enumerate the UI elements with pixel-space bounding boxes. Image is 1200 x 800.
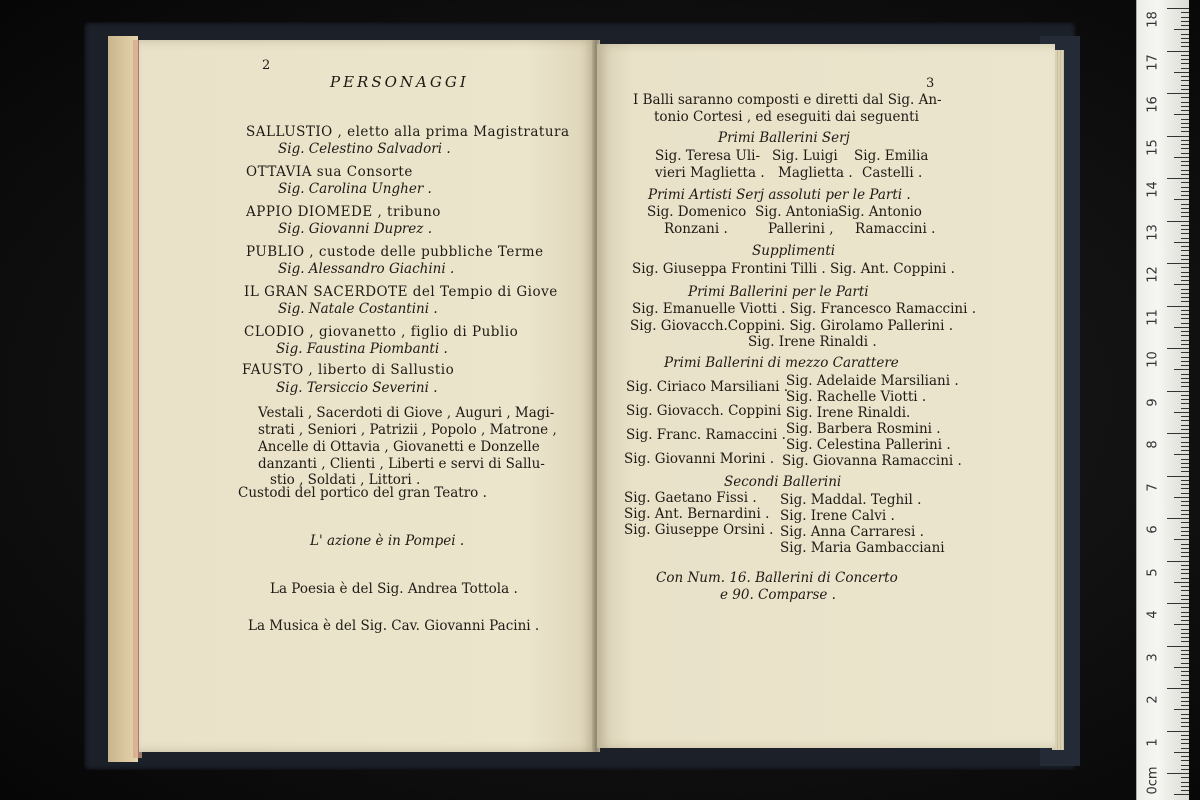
ruler-tick bbox=[1181, 522, 1189, 523]
ruler-tick bbox=[1181, 170, 1189, 171]
ruler-number: 9 bbox=[1145, 397, 1161, 407]
ruler-tick bbox=[1181, 174, 1189, 175]
ruler-tick bbox=[1181, 293, 1189, 294]
ruler-tick bbox=[1181, 280, 1189, 281]
chorus-line: danzanti , Clienti , Liberti e servi di Sallu- bbox=[258, 456, 545, 472]
ruler-tick bbox=[1181, 123, 1189, 124]
chorus-line: strati , Seniori , Patrizii , Popolo , Matrone , bbox=[258, 422, 557, 438]
footer-line: Con Num. 16. Ballerini di Concerto bbox=[656, 570, 898, 586]
ruler-tick bbox=[1181, 357, 1189, 358]
dancer-name: Sig. Luigi bbox=[772, 148, 838, 164]
ruler-tick bbox=[1174, 72, 1189, 73]
ruler-number: 5 bbox=[1145, 567, 1161, 577]
ruler-tick bbox=[1181, 340, 1189, 341]
ruler-tick bbox=[1181, 680, 1189, 681]
ruler-tick bbox=[1181, 314, 1189, 315]
ruler-tick bbox=[1181, 255, 1189, 256]
ruler-tick bbox=[1181, 25, 1189, 26]
ruler-tick bbox=[1181, 459, 1189, 460]
ruler-tick bbox=[1181, 212, 1189, 213]
ruler-number: 13 bbox=[1145, 223, 1161, 241]
ruler-tick bbox=[1167, 136, 1189, 137]
ruler-tick bbox=[1181, 182, 1189, 183]
ruler-tick bbox=[1174, 369, 1189, 370]
dancer-name: Sig. Maria Gambacciani bbox=[780, 540, 945, 556]
ruler-tick bbox=[1181, 612, 1189, 613]
ruler-tick bbox=[1181, 735, 1189, 736]
dancer-name: Sig. Anna Carraresi . bbox=[780, 524, 924, 540]
dancer-name: Sig. Irene Calvi . bbox=[780, 508, 895, 524]
dancer-name: Sig. Domenico bbox=[647, 204, 747, 220]
ruler-tick bbox=[1181, 403, 1189, 404]
custodi-line: Custodi del portico del gran Teatro . bbox=[238, 485, 487, 501]
ruler-tick bbox=[1181, 267, 1189, 268]
ruler-tick bbox=[1181, 654, 1189, 655]
ruler-tick bbox=[1181, 38, 1189, 39]
ruler-number: 1 bbox=[1145, 737, 1161, 747]
ruler-tick bbox=[1181, 565, 1189, 566]
ruler-tick bbox=[1181, 599, 1189, 600]
footer-line: e 90. Comparse . bbox=[720, 587, 836, 603]
ruler-tick bbox=[1181, 616, 1189, 617]
ruler-tick bbox=[1181, 531, 1189, 532]
ruler-tick bbox=[1174, 454, 1189, 455]
ruler-tick bbox=[1181, 484, 1189, 485]
ruler-tick bbox=[1167, 263, 1189, 264]
ruler-tick bbox=[1181, 425, 1189, 426]
ruler-tick bbox=[1181, 119, 1189, 120]
ruler-tick bbox=[1181, 238, 1189, 239]
ruler-tick bbox=[1181, 208, 1189, 209]
ballet-intro-line: I Balli saranno composti e diretti dal Sig. An- bbox=[633, 92, 942, 108]
ruler-tick bbox=[1174, 284, 1189, 285]
poetry-credit: La Poesia è del Sig. Andrea Tottola . bbox=[270, 581, 518, 597]
character-role: CLODIO , giovanetto , figlio di Publio bbox=[244, 324, 519, 340]
dancer-name: Sig. Antonia bbox=[755, 204, 839, 220]
ruler-tick bbox=[1181, 697, 1189, 698]
ruler-tick bbox=[1181, 225, 1189, 226]
ruler-number: 14 bbox=[1145, 181, 1161, 198]
ruler-tick bbox=[1174, 752, 1189, 753]
ruler-tick bbox=[1174, 242, 1189, 243]
ruler-tick bbox=[1181, 289, 1189, 290]
ruler-tick bbox=[1174, 29, 1189, 30]
ruler-number: 3 bbox=[1145, 652, 1161, 662]
dancer-name: Sig. Adelaide Marsiliani . bbox=[786, 373, 959, 389]
ruler-tick bbox=[1167, 433, 1189, 434]
ruler-tick bbox=[1181, 161, 1189, 162]
ruler-tick bbox=[1181, 21, 1189, 22]
ruler-tick bbox=[1181, 323, 1189, 324]
ruler-tick bbox=[1181, 165, 1189, 166]
ruler-tick bbox=[1181, 765, 1189, 766]
dancer-name: Ronzani . bbox=[664, 221, 728, 237]
ruler-tick bbox=[1167, 688, 1189, 689]
dancer-name: Sig. Maddal. Teghil . bbox=[780, 492, 922, 508]
character-actor: Sig. Alessandro Giachini . bbox=[278, 261, 455, 277]
ruler-tick bbox=[1181, 450, 1189, 451]
ruler-tick bbox=[1181, 510, 1189, 511]
ruler-tick bbox=[1181, 650, 1189, 651]
ruler-tick bbox=[1181, 97, 1189, 98]
ruler-tick bbox=[1167, 391, 1189, 392]
section-title-artisti: Primi Artisti Serj assoluti per le Parti . bbox=[648, 187, 911, 203]
ruler-tick bbox=[1181, 505, 1189, 506]
ruler-tick bbox=[1174, 624, 1189, 625]
ruler-tick bbox=[1181, 416, 1189, 417]
chorus-line: Vestali , Sacerdoti di Giove , Auguri , Magi- bbox=[258, 405, 555, 421]
ruler-number: 4 bbox=[1145, 610, 1161, 619]
ruler-tick bbox=[1174, 412, 1189, 413]
ruler-tick bbox=[1181, 480, 1189, 481]
dancer-name: Sig. Giovacch. Coppini . bbox=[626, 403, 790, 419]
ruler-tick bbox=[1181, 187, 1189, 188]
ruler-tick bbox=[1181, 620, 1189, 621]
ruler-tick bbox=[1181, 153, 1189, 154]
ruler-tick bbox=[1181, 318, 1189, 319]
ruler-tick bbox=[1181, 790, 1189, 791]
ruler-tick bbox=[1167, 518, 1189, 519]
ruler-tick bbox=[1181, 68, 1189, 69]
dancer-name: vieri Maglietta . bbox=[655, 165, 765, 181]
ruler-tick bbox=[1181, 586, 1189, 587]
ruler-tick bbox=[1181, 408, 1189, 409]
dancer-name: Ramaccini . bbox=[855, 221, 936, 237]
dancer-name: Sig. Celestina Pallerini . bbox=[786, 437, 951, 453]
ruler-tick bbox=[1181, 429, 1189, 430]
ruler-tick bbox=[1181, 102, 1189, 103]
ruler-tick bbox=[1181, 378, 1189, 379]
section-title-primi-serj: Primi Ballerini Serj bbox=[718, 130, 850, 146]
dancer-name: Sig. Franc. Ramaccini . bbox=[626, 427, 786, 443]
ruler-tick bbox=[1167, 476, 1189, 477]
ruler-tick bbox=[1181, 85, 1189, 86]
ruler-tick bbox=[1181, 250, 1189, 251]
ruler-tick bbox=[1167, 561, 1189, 562]
ruler-number: 0cm bbox=[1145, 766, 1161, 795]
ruler-tick bbox=[1181, 756, 1189, 757]
ruler-number: 18 bbox=[1145, 11, 1161, 28]
ruler-tick bbox=[1181, 590, 1189, 591]
ruler-tick bbox=[1181, 259, 1189, 260]
ruler-tick bbox=[1181, 55, 1189, 56]
ruler-tick bbox=[1181, 488, 1189, 489]
ruler-tick bbox=[1181, 229, 1189, 230]
dancer-name: Sig. Giovanna Ramaccini . bbox=[782, 453, 962, 469]
setting-line: L' azione è in Pompei . bbox=[310, 533, 465, 549]
ruler-tick bbox=[1181, 34, 1189, 35]
section-title-mezzo: Primi Ballerini di mezzo Carattere bbox=[664, 355, 899, 371]
ruler-tick bbox=[1174, 199, 1189, 200]
dancer-name: Castelli . bbox=[862, 165, 923, 181]
ruler-tick bbox=[1167, 646, 1189, 647]
ruler-tick bbox=[1181, 344, 1189, 345]
dancer-name: Sig. Giuseppe Orsini . bbox=[624, 522, 774, 538]
ruler-number: 16 bbox=[1145, 96, 1161, 113]
dancer-name: Sig. Emilia bbox=[854, 148, 929, 164]
music-credit: La Musica è del Sig. Cav. Giovanni Pacini . bbox=[248, 618, 540, 634]
left-page-number: 2 bbox=[262, 58, 271, 73]
ruler-tick bbox=[1181, 17, 1189, 18]
dancer-name: Sig. Teresa Uli- bbox=[655, 148, 761, 164]
dancer-name: Sig. Antonio bbox=[838, 204, 922, 220]
personaggi-heading: PERSONAGGI bbox=[330, 73, 469, 91]
character-actor: Sig. Faustina Piombanti . bbox=[276, 341, 448, 357]
ruler-tick bbox=[1181, 361, 1189, 362]
ruler-tick bbox=[1181, 148, 1189, 149]
ruler-tick bbox=[1181, 195, 1189, 196]
ruler-tick bbox=[1181, 552, 1189, 553]
character-role: PUBLIO , custode delle pubbliche Terme bbox=[246, 244, 544, 260]
ruler-tick bbox=[1174, 497, 1189, 498]
ruler-tick bbox=[1181, 556, 1189, 557]
character-actor: Sig. Giovanni Duprez . bbox=[278, 221, 432, 237]
ruler-tick bbox=[1181, 471, 1189, 472]
ruler-tick bbox=[1174, 539, 1189, 540]
ruler-number: 12 bbox=[1145, 266, 1161, 283]
ruler-tick bbox=[1174, 794, 1189, 795]
ruler-tick bbox=[1181, 777, 1189, 778]
chorus-line: stio , Soldati , Littori . bbox=[270, 472, 421, 488]
ruler-tick bbox=[1181, 467, 1189, 468]
ruler-tick bbox=[1181, 399, 1189, 400]
ruler-tick bbox=[1181, 395, 1189, 396]
dancer-name: Sig. Giovanni Morini . bbox=[624, 451, 775, 467]
dancer-name: Sig. Irene Rinaldi. bbox=[786, 405, 911, 421]
ruler-tick bbox=[1181, 216, 1189, 217]
dancer-line: Sig. Irene Rinaldi . bbox=[748, 334, 877, 350]
section-title-supplimenti: Supplimenti bbox=[752, 243, 836, 259]
ruler-tick bbox=[1181, 63, 1189, 64]
ruler-tick bbox=[1181, 641, 1189, 642]
ruler-tick bbox=[1181, 437, 1189, 438]
ruler-tick bbox=[1181, 769, 1189, 770]
ruler-number: 6 bbox=[1145, 525, 1161, 534]
ruler-tick bbox=[1181, 535, 1189, 536]
ballet-intro-line: tonio Cortesi , ed eseguiti dai seguenti bbox=[654, 109, 919, 125]
ruler-tick bbox=[1181, 106, 1189, 107]
ruler-tick bbox=[1181, 276, 1189, 277]
ruler-tick bbox=[1181, 633, 1189, 634]
ruler-number: 15 bbox=[1145, 138, 1161, 156]
character-actor: Sig. Carolina Ungher . bbox=[278, 181, 432, 197]
character-role: OTTAVIA sua Consorte bbox=[246, 164, 413, 180]
ruler-tick bbox=[1181, 701, 1189, 702]
ruler-tick bbox=[1181, 782, 1189, 783]
ruler-tick bbox=[1181, 743, 1189, 744]
ruler-tick bbox=[1181, 420, 1189, 421]
dancer-line: Sig. Giuseppa Frontini Tilli . Sig. Ant. Coppini . bbox=[632, 261, 955, 277]
ruler-tick bbox=[1181, 386, 1189, 387]
ruler-tick bbox=[1167, 93, 1189, 94]
ruler-tick bbox=[1167, 603, 1189, 604]
ruler-tick bbox=[1181, 110, 1189, 111]
ruler-tick bbox=[1181, 671, 1189, 672]
ruler-tick bbox=[1181, 684, 1189, 685]
ruler-tick bbox=[1174, 582, 1189, 583]
character-role: SALLUSTIO , eletto alla prima Magistratura bbox=[246, 124, 570, 140]
ruler-tick bbox=[1181, 352, 1189, 353]
ruler-tick bbox=[1181, 607, 1189, 608]
character-actor: Sig. Tersiccio Severini . bbox=[276, 380, 438, 396]
ruler-tick bbox=[1181, 726, 1189, 727]
character-role: FAUSTO , liberto di Sallustio bbox=[242, 362, 455, 378]
ruler-tick bbox=[1181, 463, 1189, 464]
dancer-name: Sig. Ciriaco Marsiliani . bbox=[626, 379, 789, 395]
ruler-tick bbox=[1181, 301, 1189, 302]
ruler-tick bbox=[1167, 348, 1189, 349]
ruler-tick bbox=[1181, 544, 1189, 545]
ruler-tick bbox=[1167, 773, 1189, 774]
dancer-name: Maglietta . bbox=[778, 165, 853, 181]
ruler-tick bbox=[1181, 637, 1189, 638]
ruler-tick bbox=[1181, 233, 1189, 234]
ruler-tick bbox=[1181, 80, 1189, 81]
ruler-tick bbox=[1181, 297, 1189, 298]
ruler-tick bbox=[1181, 705, 1189, 706]
ruler-tick bbox=[1167, 178, 1189, 179]
ruler-tick bbox=[1174, 667, 1189, 668]
dancer-line: Sig. Giovacch.Coppini. Sig. Girolamo Pallerini . bbox=[630, 318, 954, 334]
ruler-tick bbox=[1181, 446, 1189, 447]
ruler-tick bbox=[1181, 786, 1189, 787]
ruler-tick bbox=[1181, 663, 1189, 664]
character-actor: Sig. Natale Costantini . bbox=[278, 301, 438, 317]
ruler-tick bbox=[1174, 114, 1189, 115]
ruler-number: 8 bbox=[1145, 440, 1161, 449]
dancer-name: Sig. Rachelle Viotti . bbox=[786, 389, 927, 405]
ruler-tick bbox=[1181, 629, 1189, 630]
ruler-number: 10 bbox=[1145, 351, 1161, 368]
ruler-tick bbox=[1181, 46, 1189, 47]
ruler-tick bbox=[1167, 8, 1189, 9]
ruler-tick bbox=[1181, 144, 1189, 145]
ruler-tick bbox=[1181, 191, 1189, 192]
character-role: IL GRAN SACERDOTE del Tempio di Giove bbox=[244, 284, 558, 300]
ruler-tick bbox=[1181, 131, 1189, 132]
ruler-tick bbox=[1181, 140, 1189, 141]
ruler-tick bbox=[1181, 748, 1189, 749]
ruler-tick bbox=[1181, 493, 1189, 494]
dancer-name: Sig. Gaetano Fissi . bbox=[624, 490, 757, 506]
ruler-tick bbox=[1181, 595, 1189, 596]
character-actor: Sig. Celestino Salvadori . bbox=[278, 141, 451, 157]
ruler-tick bbox=[1181, 514, 1189, 515]
chorus-line: Ancelle di Ottavia , Giovanetti e Donzelle bbox=[258, 439, 540, 455]
ruler-tick bbox=[1181, 658, 1189, 659]
ruler-tick bbox=[1181, 127, 1189, 128]
ruler-tick bbox=[1181, 527, 1189, 528]
section-title-secondi: Secondi Ballerini bbox=[724, 474, 842, 490]
ruler-number: 17 bbox=[1145, 53, 1161, 71]
section-title-primi-parti: Primi Ballerini per le Parti bbox=[688, 284, 869, 300]
character-role: APPIO DIOMEDE , tribuno bbox=[246, 204, 441, 220]
ruler-tick bbox=[1181, 382, 1189, 383]
ruler-tick bbox=[1181, 246, 1189, 247]
ruler-tick bbox=[1167, 306, 1189, 307]
ruler-tick bbox=[1167, 51, 1189, 52]
ruler-tick bbox=[1181, 442, 1189, 443]
dancer-name: Sig. Barbera Rosmini . bbox=[786, 421, 941, 437]
ruler-tick bbox=[1181, 501, 1189, 502]
ruler-tick bbox=[1181, 42, 1189, 43]
ruler-number: 11 bbox=[1145, 308, 1161, 326]
ruler-tick bbox=[1181, 374, 1189, 375]
ruler-tick bbox=[1181, 548, 1189, 549]
ruler-tick bbox=[1181, 739, 1189, 740]
ruler-tick bbox=[1167, 221, 1189, 222]
ruler-tick bbox=[1181, 692, 1189, 693]
ruler-tick bbox=[1181, 204, 1189, 205]
ruler-tick bbox=[1181, 331, 1189, 332]
ruler-tick bbox=[1174, 709, 1189, 710]
ruler-tick bbox=[1174, 157, 1189, 158]
ruler-tick bbox=[1181, 718, 1189, 719]
ruler-tick bbox=[1181, 12, 1189, 13]
dancer-name: Sig. Ant. Bernardini . bbox=[624, 506, 770, 522]
ruler-tick bbox=[1181, 89, 1189, 90]
ruler-tick bbox=[1181, 675, 1189, 676]
dancer-line: Sig. Emanuelle Viotti . Sig. Francesco Ramaccini . bbox=[632, 301, 977, 317]
ruler-tick bbox=[1181, 76, 1189, 77]
ruler-tick bbox=[1181, 335, 1189, 336]
ruler-tick bbox=[1181, 722, 1189, 723]
ruler-tick bbox=[1181, 760, 1189, 761]
ruler-tick bbox=[1181, 578, 1189, 579]
ruler-tick bbox=[1181, 365, 1189, 366]
ruler-tick bbox=[1167, 731, 1189, 732]
ruler-tick bbox=[1181, 569, 1189, 570]
dancer-name: Pallerini , bbox=[768, 221, 834, 237]
ruler-tick bbox=[1181, 310, 1189, 311]
ruler-number: 2 bbox=[1145, 695, 1161, 704]
measuring-ruler bbox=[1136, 0, 1189, 800]
ruler-number: 7 bbox=[1145, 482, 1161, 492]
right-page-number: 3 bbox=[926, 76, 935, 91]
ruler-tick bbox=[1181, 573, 1189, 574]
ruler-tick bbox=[1174, 327, 1189, 328]
ruler-tick bbox=[1181, 272, 1189, 273]
ruler-tick bbox=[1181, 59, 1189, 60]
ruler-tick bbox=[1181, 714, 1189, 715]
